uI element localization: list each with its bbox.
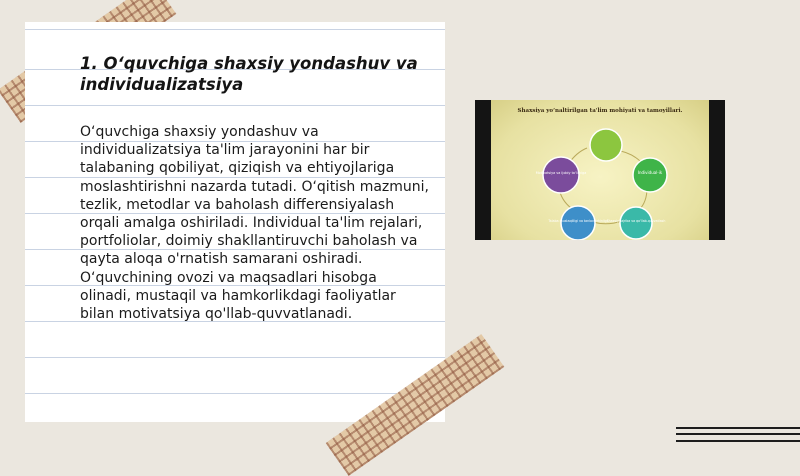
diagram-circle	[543, 157, 579, 193]
diagram-circle-label: Motivatsiya va ijobiy ta'limiga	[535, 171, 587, 175]
slide-paragraph: O‘quvchiga shaxsiy yondashuv va individualizatsiya ta'lim jarayonini har bir talabaning qobiliyat, qiziqish va ehtiyojlariga moslashtirishni nazarda tutadi. O‘qitish mazmuni, tezlik, metodlar va baholash differensiyalash orqali amalga oshiriladi. Individual ta'lim rejalari, portfoliolar, doimiy shakllantiruvchi baholash va qayta aloqa o'rnatish samarani oshiradi. O‘quvchining ovozi va maqsadlari hisobga olinadi, mustaqil va hamkorlikdagi faoliyatlar bilan motivatsiya qo'llab-quvvatlanadi.	[80, 124, 429, 323]
decorative-rule	[676, 433, 800, 435]
decorative-rule	[676, 440, 800, 442]
cycle-diagram	[491, 100, 709, 240]
diagram-circle-label: Individual-ik	[637, 170, 663, 175]
diagram-title: Shaxsiya yo‘naltirilgan ta'lim mohiyati va tamoyillari.	[517, 108, 683, 114]
diagram-background	[491, 100, 709, 240]
decorative-rule	[676, 427, 800, 429]
diagram-circle	[620, 207, 652, 239]
diagram-circle-label: Talaba mustaqilligi va tanlov erkinligi	[548, 219, 608, 223]
diagram-circle	[633, 158, 667, 192]
diagram-circle	[561, 206, 595, 240]
diagram-circle-label: Shaxsiy tajriba va qo'llab-quvvatlash	[606, 219, 666, 223]
embedded-diagram-image	[475, 100, 725, 240]
slide-heading: 1. O‘quvchiga shaxsiy yondashuv va individualizatsiya	[80, 54, 418, 94]
diagram-circle	[590, 129, 622, 161]
